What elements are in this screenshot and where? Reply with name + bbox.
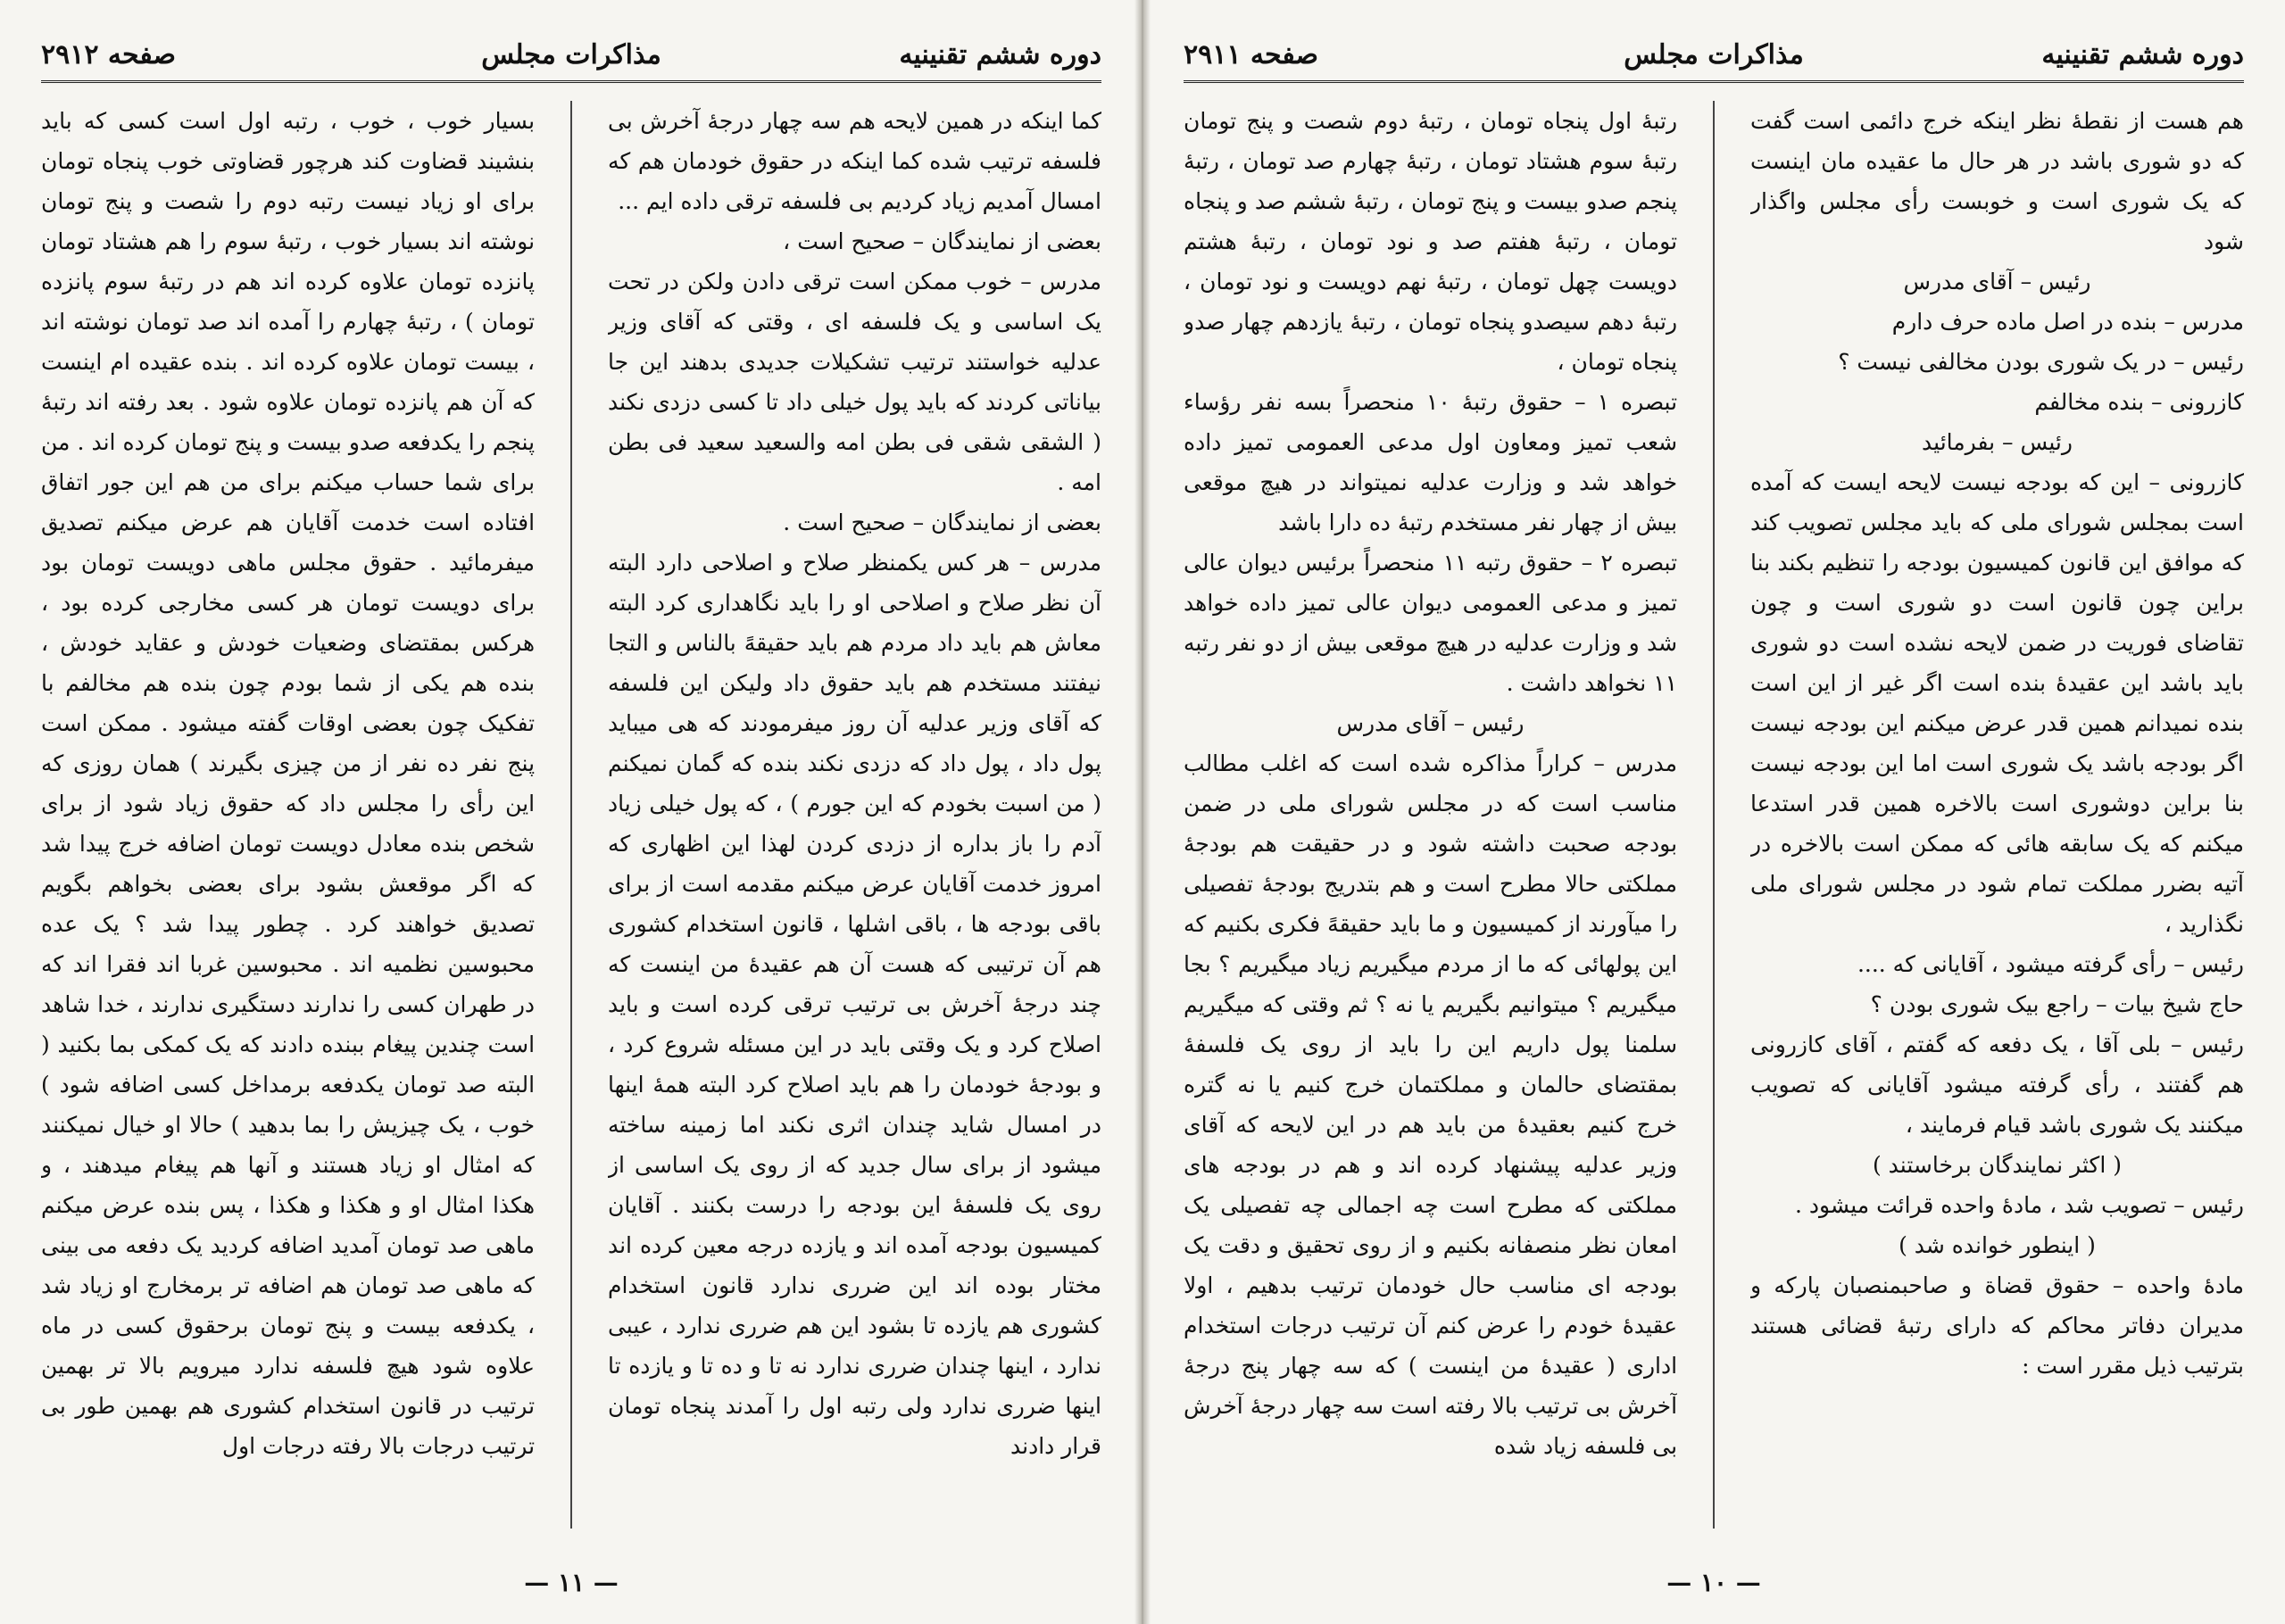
text-columns [41, 101, 1101, 1529]
paragraph: رئیس – بلی آقا ، یک دفعه که گفتم ، آقای کازرونی هم گفتند ، رأی گرفته میشود آقایانی که تصویب میکنند یک شوری باشد قیام فرمایند ، [1749, 1032, 2244, 1138]
text-columns [1184, 101, 2244, 1529]
header-page-number: صفحه ۲۹۱۱ [1184, 39, 1318, 70]
paragraph: مدرس – خوب ممکن است ترقی دادن ولکن در تحت یک اساسی و یک فلسفه ای ، وقتی که آقای وزیر عدلیه خواستند ترتیب تشکیلات جدیدی بدهند این جا بیاناتی کردند که باید پول خیلی داد تا کسی دزدی نکند ( الشقی شقی فی بطن امه والسعید سعید فی بطن امه . [607, 269, 1101, 495]
speaker-line: رئیس – آقای مدرس [1903, 269, 2091, 294]
page-footer-number: — ۱۰ — [1666, 1568, 1761, 1597]
column-right [1750, 101, 2244, 1529]
paragraph: رئیس – رأی گرفته میشود ، آقایانی که .... [1857, 951, 2244, 977]
paragraph: رئیس – در یک شوری بودن مخالفی نیست ؟ [1838, 349, 2244, 375]
paragraph: مدرس – هر کس یکمنظر صلاح و اصلاحی دارد البته آن نظر صلاح و اصلاحی او را باید نگاهداری کرد البته معاش هم باید داد مردم هم باید حقیقهً بالناس و التجا نیفتند مستخدم هم باید حقوق داد ولیکن این فلسفه که آقای وزیر عدلیه آن روز میفرمودند که هی میباید پول داد ، پول داد که دزدی نکند بنده که گمان نمیکنم ( من اسبت بخودم که این جورم ) ، که پول خیلی زیاد آدم را باز بداره از دزدی کردن لهذا این اظهاری که امروز خدمت آقایان عرض میکنم مقدمه است از برای باقی بودجه ها ، باقی اشلها ، قانون استخدام کشوری هم آن ترتیبی که هست آن هم عقیدهٔ من اینست که چند درجهٔ آخرش بی ترتیب ترقی کرده است و باید اصلاح کرد و یک وقتی باید در این مسئله شروع کرد ، و بودجهٔ خودمان را هم باید اصلاح کرد البته همهٔ اینها در امسال شاید چندان اثری نکند اما زمینه ساخته میشود از برای سال جدید که از روی یک اساسی از روی یک فلسفهٔ این بودجه را درست بکنند . آقایان کمیسیون بودجه آمده اند و یازده درجه معین کرده اند مختار بوده اند این ضرری ندارد قانون استخدام کشوری هم یازده تا بشود این هم ضرری ندارد ، عیبی ندارد ، اینها چندان ضرری ندارد نه تا و ده تا و یازده تا اینها ضرری ندارد ولی رتبه اول را آمدند پنجاه تومان قرار دادند [607, 550, 1101, 1459]
column-left [1184, 101, 1677, 1529]
stage-note: ( اینطور خوانده شد ) [1899, 1232, 2096, 1258]
paragraph: تبصره ۲ – حقوق رتبه ۱۱ منحصراً برئیس دیوان عالی تمیز و مدعی العمومی دیوان عالی تمیز داده خواهد شد و وزارت عدلیه در هیچ موقعی بیش از دو نفر رتبه ۱۱ نخواهد داشت . [1184, 550, 1678, 696]
page-2912 [0, 0, 1142, 1624]
paragraph: کازرونی – این که بودجه نیست لایحه ایست که آمده است بمجلس شورای ملی که باید مجلس تصویب کند که موافق این قانون کمیسیون بودجه را تنظیم بکند بنا براین چون قانون است دو شوری است و چون تقاضای فوریت در ضمن لایحه نشده است دو شوری باید باشد این عقیدهٔ بنده است اگر غیر از این است بنده نمیدانم همین قدر عرض میکنم این بودجه نیست اگر بودجه باشد یک شوری است اما این بودجه نیست بنا براین دوشوری است بالاخره همین قدر استدعا میکنم که یک سابقه هائی که ممکن است بالاخره در آتیه بضرر مملکت تمام شود در مجلس شورای ملی نگذارید ، [1749, 469, 2244, 937]
paragraph: بسیار خوب ، خوب ، رتبه اول است کسی که باید بنشیند قضاوت کند هرچور قضاوتی خوب پنجاه تومان برای او زیاد نیست رتبه دوم را شصت و پنج تومان نوشته اند بسیار خوب ، رتبهٔ سوم را هم هشتاد تومان پانزده تومان علاوه کرده اند هم در رتبهٔ سوم پانزده تومان ) ، رتبهٔ چهارم را آمده اند صد تومان نوشته اند ، بیست تومان علاوه کرده اند . بنده عقیده ام اینست که آن هم پانزده تومان علاوه شود . بعد رفته اند رتبهٔ پنجم را یکدفعه صدو بیست و پنج تومان کرده اند . من برای شما حساب میکنم برای من هم این جور اتفاق افتاده است خدمت آقایان هم عرض میکنم تصدیق میفرمائید . حقوق مجلس ماهی دویست تومان بود برای دویست تومان هر کسی مخارجی کرده بود ، هرکس بمقتضای وضعیات خودش و عقاید خودش ، بنده هم یکی از شما بودم چون بنده هم مخالفم با تفکیک چون بعضی اوقات گفته میشود . ممکن است پنج نفر ده نفر از من چیزی بگیرند ) همان روزی که این رأی را مجلس داد که حقوق زیاد شود از برای شخص بنده معادل دویست تومان اضافه خرج پیدا شد که اگر موقعش بشود برای بعضی بخواهم بگویم تصدیق خواهند کرد . چطور پیدا شد ؟ یک عده محبوسین نظمیه اند . محبوسین غربا اند فقرا اند که در طهران کسی را ندارند دستگیری ندارند ، خدا شاهد است چندین پیغام ببنده دادند که یک کمکی بما بکنید ( البته صد تومان یکدفعه برمداخل کسی اضافه شود ) خوب ، یک چیزیش را بما بدهید ) حالا او خیال نمیکنند که امثال او زیاد هستند و آنها هم پیغام میدهند ، و هکذا امثال او و هکذا و هکذا ، پس بنده عرض میکنم ماهی صد تومان آمدید اضافه کردید یک دفعه می بینی که ماهی صد تومان هم اضافه تر برمخارج او زیاد شد ، یکدفعه بیست و پنج تومان برحقوق کسی در ماه علاوه شود هیچ فلسفه ندارد میرویم بالا تر بهمین ترتیب در قانون استخدام کشوری هم بهمین طور بی ترتیب درجات بالا رفته درجات اول [41, 108, 536, 1459]
paragraph: حاج شیخ بیات – راجع بیک شوری بودن ؟ [1870, 991, 2244, 1017]
page-header [41, 36, 1101, 83]
header-title: مذاکرات مجلس [481, 39, 661, 70]
stage-note: ( اکثر نمایندگان برخاستند ) [1872, 1152, 2122, 1178]
column-left [41, 101, 535, 1529]
paragraph: رئیس – تصویب شد ، مادهٔ واحده قرائت میشود . [1794, 1192, 2244, 1218]
speaker-line: رئیس – بفرمائید [1922, 429, 2073, 455]
column-right [608, 101, 1101, 1529]
header-session: دوره ششم تقنینیه [899, 39, 1101, 70]
paragraph: مدرس – کراراً مذاکره شده است که اغلب مطالب مناسب است که در مجلس شورای ملی در ضمن بودجه صحبت داشته شود و در حقیقت هم بودجهٔ مملکتی حالا مطرح است و هم بتدریج بودجهٔ تفصیلی را میآورند از کمیسیون و ما باید حقیقهً فکری بکنیم که این پولهائی که ما از مردم میگیریم زیاد میگیریم ؟ بجا میگیریم ؟ میتوانیم بگیریم یا نه ؟ ثم وقتی که میگیریم سلمنا پول داریم این را باید از روی یک فلسفهٔ بمقتضای حالمان و مملکتمان خرج کنیم یا نه گتره خرج کنیم بعقیدهٔ من باید هم در این لایحه که آقای وزیر عدلیه پیشنهاد کرده اند و هم در بودجه های مملکتی که مطرح است چه اجمالی چه تفصیلی یک امعان نظر منصفانه بکنیم و از روی تحقیق و دقت یک بودجه ای مناسب حال خودمان ترتیب بدهیم ، اولا عقیدهٔ خودم را عرض کنم آن ترتیب درجات استخدام اداری ( عقیدهٔ من اینست ) که سه چهار پنج درجهٔ آخرش بی ترتیب بالا رفته است سه چهار درجهٔ آخرش بی فلسفه زیاد شده [1184, 750, 1678, 1459]
header-session: دوره ششم تقنینیه [2041, 39, 2244, 70]
page-header [1184, 36, 2244, 83]
paragraph: مادهٔ واحده – حقوق قضاة و صاحبمنصبان پارکه و مدیران دفاتر محاکم که دارای رتبهٔ قضائی هستند بترتیب ذیل مقرر است : [1749, 1272, 2244, 1379]
speaker-line: رئیس – آقای مدرس [1336, 710, 1525, 736]
paragraph: رتبهٔ اول پنجاه تومان ، رتبهٔ دوم شصت و پنج تومان رتبهٔ سوم هشتاد تومان ، رتبهٔ چهارم صد تومان ، رتبهٔ پنجم صدو بیست و پنج تومان ، رتبهٔ ششم صد و پنجاه تومان ، رتبهٔ هفتم صد و نود تومان ، رتبهٔ هشتم دویست چهل تومان ، رتبهٔ نهم دویست و نود تومان ، رتبهٔ دهم سیصدو پنجاه تومان ، رتبهٔ یازدهم چهار صدو پنجاه تومان ، [1184, 108, 1678, 375]
paragraph: کما اینکه در همین لایحه هم سه چهار درجهٔ آخرش بی فلسفه ترتیب شده کما اینکه در حقوق خودمان هم که امسال آمدیم زیاد کردیم بی فلسفه ترقی داده ایم ... [607, 108, 1101, 214]
header-title: مذاکرات مجلس [1624, 39, 1804, 70]
paragraph: هم هست از نقطهٔ نظر اینکه خرج دائمی است گفت که دو شوری باشد در هر حال ما عقیده مان اینست که یک شوری است و خوبست رأی مجلس واگذار شود [1749, 108, 2244, 254]
paragraph: بعضی از نمایندگان – صحیح است . [783, 510, 1101, 535]
column-divider [1713, 101, 1715, 1529]
paragraph: تبصره ۱ – حقوق رتبهٔ ۱۰ منحصراً بسه نفر رؤساء شعب تمیز ومعاون اول مدعی العمومی تمیز داده خواهد شد و وزارت عدلیه نمیتواند در هیچ موقعی بیش از چهار نفر مستخدم رتبهٔ ده دارا باشد [1184, 389, 1678, 535]
paragraph: کازرونی – بنده مخالفم [2034, 389, 2244, 415]
page-2911 [1142, 0, 2285, 1624]
paragraph: مدرس – بنده در اصل ماده حرف دارم [1891, 309, 2244, 335]
paragraph: بعضی از نمایندگان – صحیح است ، [783, 228, 1101, 254]
column-divider [570, 101, 572, 1529]
header-page-number: صفحه ۲۹۱۲ [41, 39, 176, 70]
page-footer-number: — ۱۱ — [524, 1568, 619, 1597]
